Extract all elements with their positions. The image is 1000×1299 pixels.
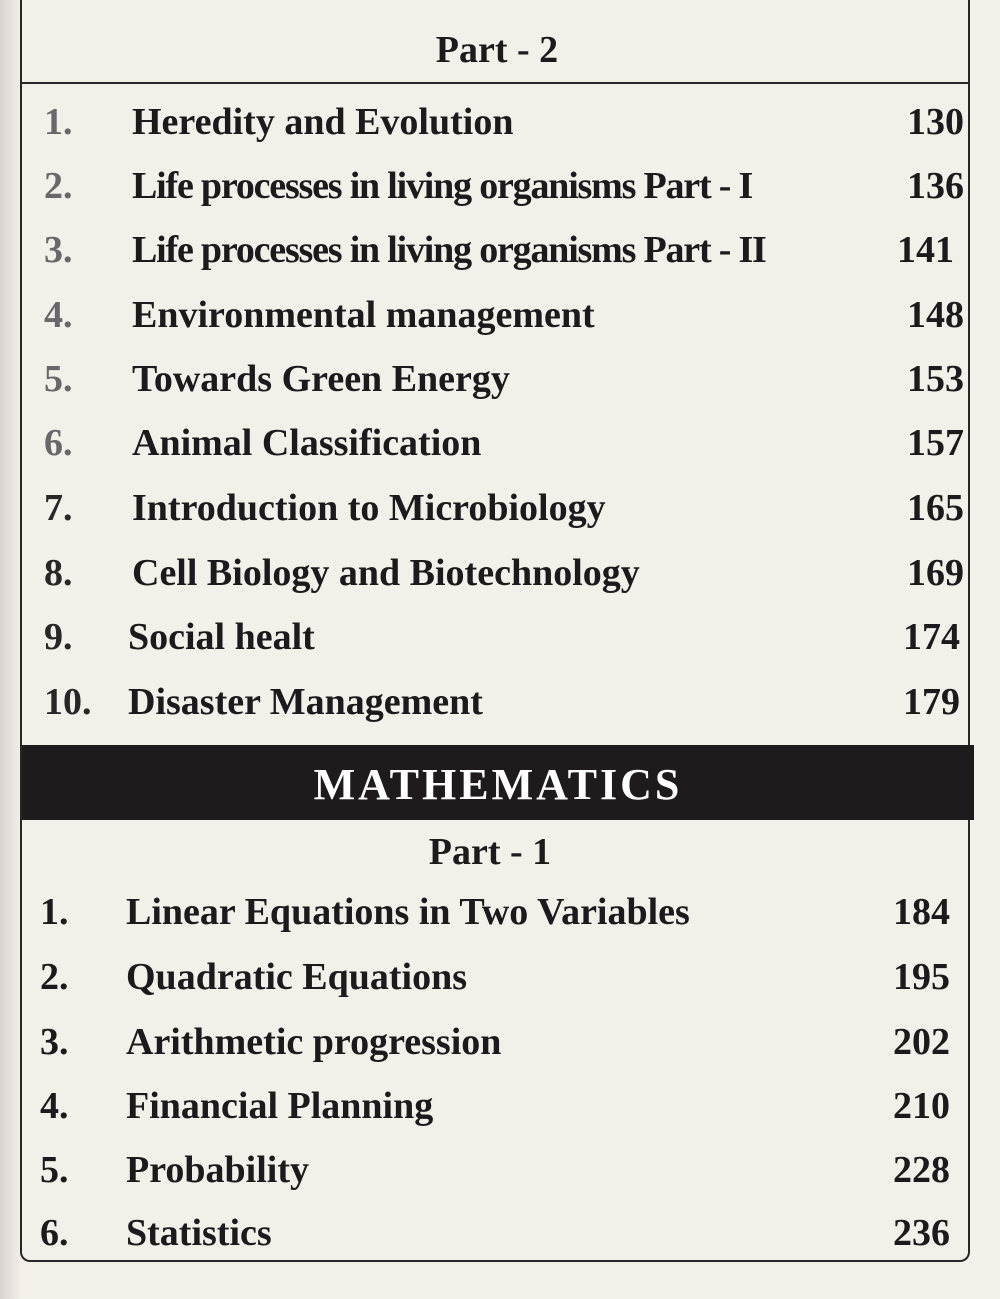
entry-title: Disaster Management: [128, 681, 483, 723]
entry-page: 148: [907, 294, 964, 336]
entry-title: Animal Classification: [132, 422, 482, 464]
mathematics-banner: MATHEMATICS: [22, 745, 974, 820]
entry-page: 195: [893, 956, 950, 998]
entry-number: 3.: [44, 229, 73, 271]
entry-page: 179: [903, 681, 960, 723]
toc-entry: [0, 92, 1000, 152]
entry-number: 2.: [44, 165, 73, 207]
entry-page: 136: [907, 165, 964, 207]
part-1-heading: Part - 1: [428, 831, 552, 873]
toc-entry: [0, 882, 1000, 942]
toc-entry: [0, 607, 1000, 667]
toc-entry: [0, 543, 1000, 603]
toc-entry: [0, 1076, 1000, 1136]
entry-page: 165: [907, 487, 964, 529]
toc-entry: [0, 1203, 1000, 1263]
entry-title: Life processes in living organisms Part - II: [132, 229, 766, 271]
entry-number: 7.: [44, 487, 73, 529]
entry-page: 202: [893, 1021, 950, 1063]
toc-entry: [0, 1140, 1000, 1200]
toc-entry: [0, 478, 1000, 538]
entry-number: 1.: [44, 101, 73, 143]
entry-title: Introduction to Microbiology: [132, 487, 606, 529]
entry-page: 130: [907, 101, 964, 143]
entry-number: 6.: [40, 1212, 69, 1254]
entry-title: Linear Equations in Two Variables: [126, 891, 690, 933]
part-2-heading: Part - 2: [435, 29, 559, 71]
entry-page: 157: [907, 422, 964, 464]
entry-number: 1.: [40, 891, 69, 933]
entry-number: 2.: [40, 956, 69, 998]
toc-entry: [0, 947, 1000, 1007]
entry-title: Environmental management: [132, 294, 595, 336]
entry-page: 210: [893, 1085, 950, 1127]
entry-number: 5.: [40, 1149, 69, 1191]
entry-title: Social healt: [128, 616, 315, 658]
entry-page: 228: [893, 1149, 950, 1191]
toc-entry: [0, 1012, 1000, 1072]
entry-title: Financial Planning: [126, 1085, 434, 1127]
entry-number: 8.: [44, 552, 73, 594]
entry-page: 174: [903, 616, 960, 658]
entry-number: 3.: [40, 1021, 69, 1063]
entry-page: 169: [907, 552, 964, 594]
entry-number: 4.: [40, 1085, 69, 1127]
entry-page: 236: [893, 1212, 950, 1254]
toc-entry: [0, 349, 1000, 409]
entry-number: 10.: [44, 681, 92, 723]
toc-entry: [0, 672, 1000, 732]
entry-number: 4.: [44, 294, 73, 336]
entry-number: 6.: [44, 422, 73, 464]
entry-number: 5.: [44, 358, 73, 400]
entry-title: Cell Biology and Biotechnology: [132, 552, 640, 594]
toc-entry: [0, 285, 1000, 345]
toc-entry: [0, 156, 1000, 216]
entry-page: 153: [907, 358, 964, 400]
entry-title: Probability: [126, 1149, 309, 1191]
entry-page: 141: [897, 229, 954, 271]
entry-page: 184: [893, 891, 950, 933]
entry-title: Towards Green Energy: [132, 358, 510, 400]
entry-title: Life processes in living organisms Part - I: [132, 165, 753, 207]
toc-entry: [0, 220, 1000, 280]
entry-title: Arithmetic progression: [126, 1021, 502, 1063]
entry-title: Quadratic Equations: [126, 956, 468, 998]
entry-title: Statistics: [126, 1212, 272, 1254]
toc-entry: [0, 413, 1000, 473]
entry-number: 9.: [44, 616, 73, 658]
entry-title: Heredity and Evolution: [132, 101, 514, 143]
heading-divider: [22, 82, 970, 84]
